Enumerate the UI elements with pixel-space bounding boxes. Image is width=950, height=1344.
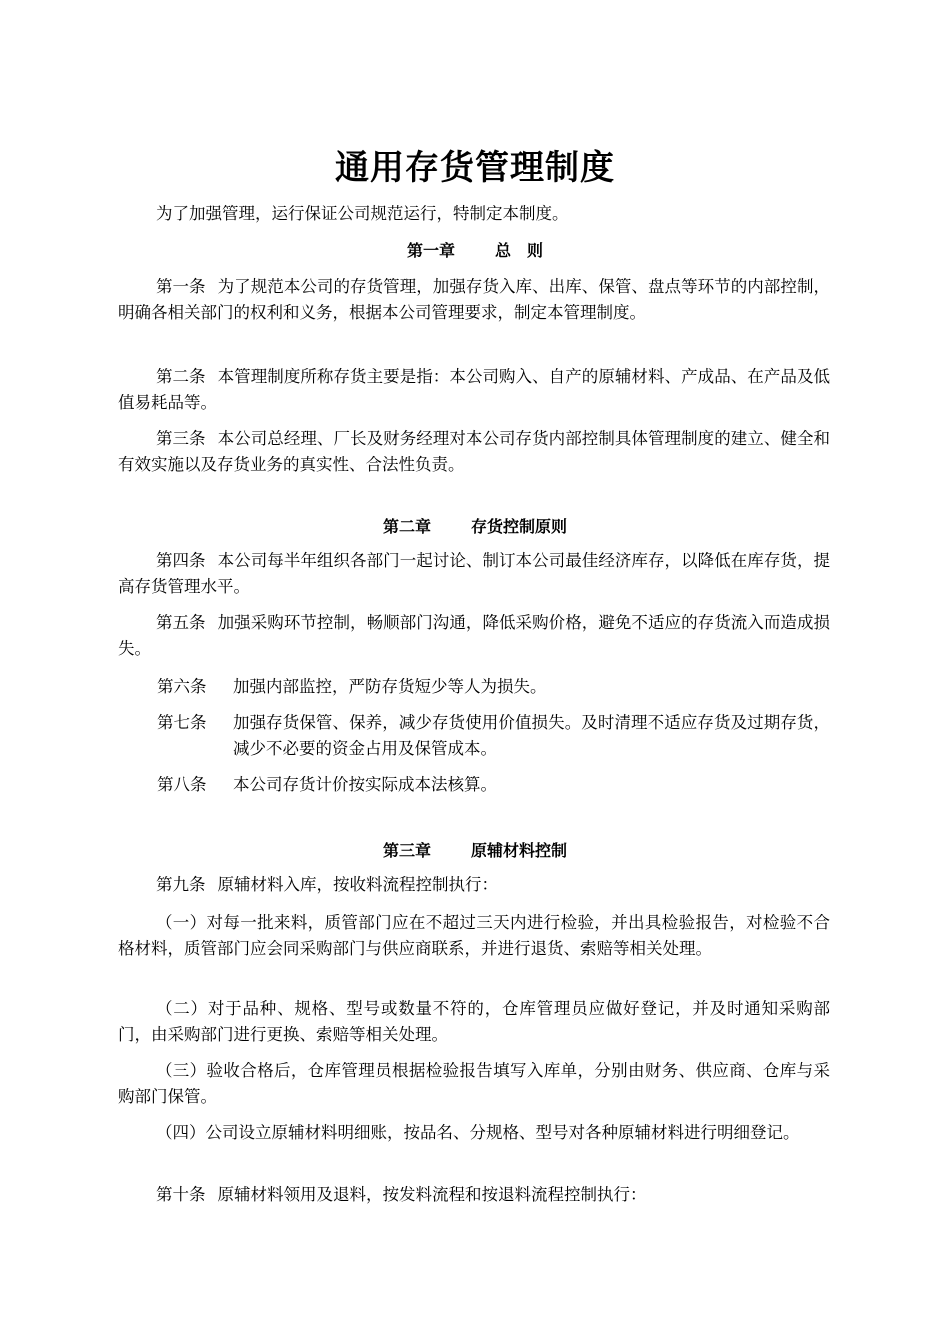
article-number: 第四条 [155,551,206,570]
list-item: （四）公司设立原辅材料明细账，按品名、分规格、型号对各种原辅材料进行明细登记。 [155,1123,800,1142]
article-paragraph [118,364,830,416]
chapter-heading [0,514,950,537]
document-title: 通用存货管理制度 [335,148,615,188]
article-paragraph [118,872,830,898]
chapter-number: 第三章 [382,841,431,860]
article-number: 第五条 [155,613,206,632]
article-number: 第三条 [155,429,206,448]
article-number: 第八条 [157,775,207,794]
intro-paragraph: 为了加强管理，运行保证公司规范运行，特制定本制度。 [155,204,569,223]
article-paragraph [157,772,830,798]
chapter-heading [0,238,950,261]
article-number: 第七条 [157,713,207,732]
article-text: 加强采购环节控制，畅顺部门沟通，降低采购价格，避免不适应的存货流入而造成损失。 [118,613,831,658]
article-paragraph [157,710,830,762]
chapter-number: 第一章 [406,241,455,260]
article-paragraph [118,1182,830,1208]
list-item: （二）对于品种、规格、型号或数量不符的，仓库管理员应做好登记，并及时通知采购部门，由采购部门进行更换、索赔等相关处理。 [118,999,830,1044]
article-paragraph [118,610,830,662]
list-item: （三）验收合格后，仓库管理员根据检验报告填写入库单，分别由财务、供应商、仓库与采购部门保管。 [118,1061,830,1106]
article-text: 本公司存货计价按实际成本法核算。 [233,775,497,794]
chapter-number: 第二章 [382,517,431,536]
article-text: 原辅材料领用及退料，按发料流程和按退料流程控制执行： [217,1185,647,1204]
list-item: （一）对每一批来料，质管部门应在不超过三天内进行检验，并出具检验报告，对检验不合格材料，质管部门应会同采购部门与供应商联系，并进行退货、索赔等相关处理。 [118,913,830,958]
article-text: 加强内部监控，严防存货短少等人为损失。 [233,677,547,696]
article-text: 本管理制度所称存货主要是指：本公司购入、自产的原辅材料、产成品、在产品及低值易耗品等。 [118,367,831,412]
article-text: 原辅材料入库，按收料流程控制执行： [217,875,498,894]
article-number: 第十条 [155,1185,206,1204]
article-paragraph [118,274,830,326]
article-paragraph [118,548,830,600]
article-number: 第九条 [155,875,206,894]
article-text: 加强存货保管、保养，减少存货使用价值损失。及时清理不适应存货及过期存货，减少不必要的资金占用及保管成本。 [233,713,830,758]
chapter-name: 原辅材料控制 [471,841,568,860]
article-number: 第一条 [155,277,206,296]
article-number: 第六条 [157,677,207,696]
article-paragraph [118,426,830,478]
article-text: 本公司总经理、厂长及财务经理对本公司存货内部控制具体管理制度的建立、健全和有效实施以及存货业务的真实性、合法性负责。 [118,429,831,474]
article-number: 第二条 [155,367,206,386]
article-paragraph [157,674,830,700]
article-text: 本公司每半年组织各部门一起讨论、制订本公司最佳经济库存，以降低在库存货，提高存货管理水平。 [118,551,831,596]
article-text: 为了规范本公司的存货管理，加强存货入库、出库、保管、盘点等环节的内部控制，明确各相关部门的权利和义务，根据本公司管理要求，制定本管理制度。 [118,277,831,322]
chapter-name: 总 则 [495,241,544,260]
chapter-name: 存货控制原则 [471,517,568,536]
chapter-heading [0,838,950,861]
